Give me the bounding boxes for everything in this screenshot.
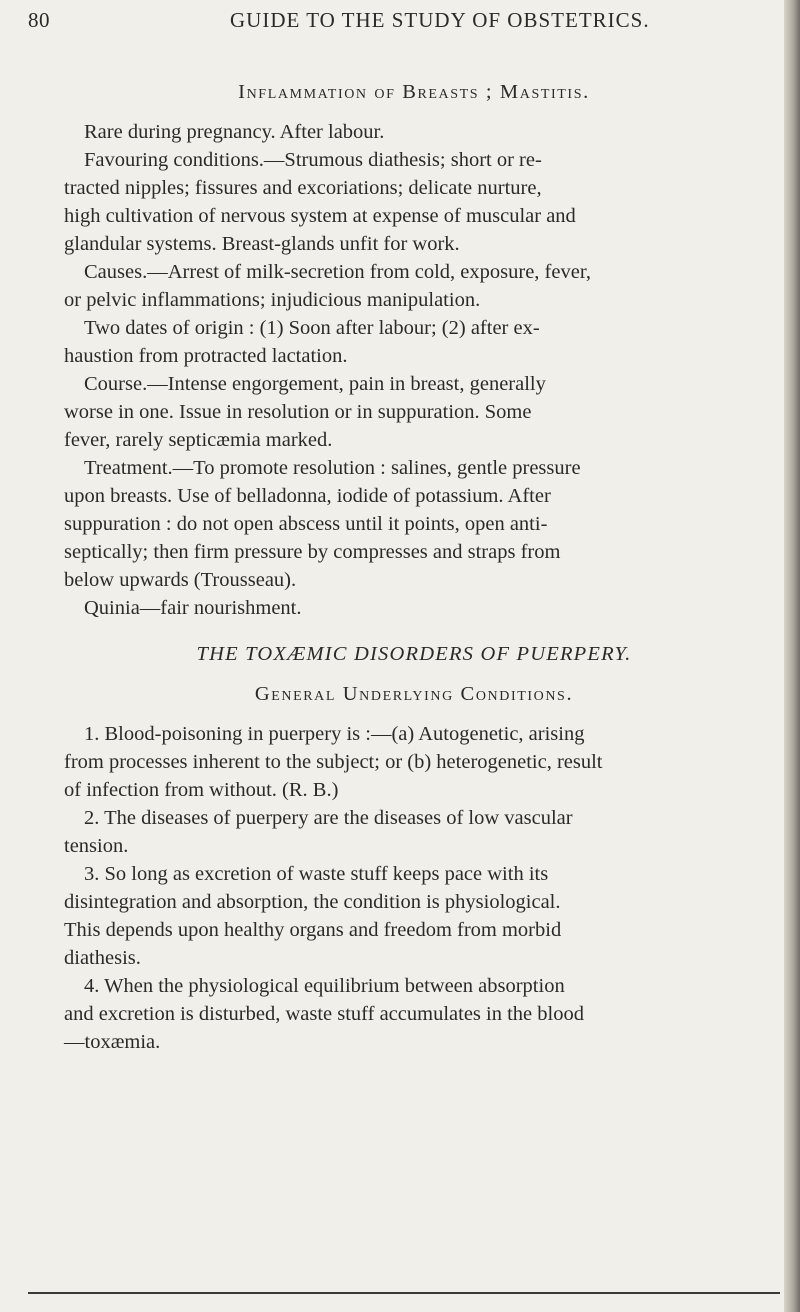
text-line: Favouring conditions.—Strumous diathesis; short or re-	[84, 149, 542, 171]
text-line: glandular systems. Breast-glands unfit for work.	[64, 233, 460, 255]
text-line: of infection from without. (R. B.)	[64, 779, 339, 801]
text-line: or pelvic inflammations; injudicious manipulation.	[64, 289, 481, 311]
text-line: 1. Blood-poisoning in puerpery is :—(a) Autogenetic, arising	[84, 723, 585, 745]
text-line: This depends upon healthy organs and freedom from morbid	[64, 919, 562, 941]
page-number: 80	[28, 8, 50, 32]
text-line: Treatment.—To promote resolution : salines, gentle pressure	[84, 457, 581, 479]
text-line: Rare during pregnancy. After labour.	[84, 121, 385, 143]
section-heading-toxaemic: THE TOXÆMIC DISORDERS OF PUERPERY.	[196, 643, 632, 665]
text-line: high cultivation of nervous system at expense of muscular and	[64, 205, 576, 227]
text-line: tracted nipples; fissures and excoriations; delicate nurture,	[64, 177, 542, 199]
running-head	[28, 8, 748, 38]
bottom-rule	[28, 1292, 780, 1294]
text-line: Quinia—fair nourishment.	[84, 597, 302, 619]
text-line: worse in one. Issue in resolution or in suppuration. Some	[64, 401, 532, 423]
text-line: septically; then firm pressure by compresses and straps from	[64, 541, 561, 563]
text-line: 3. So long as excretion of waste stuff keeps pace with its	[84, 863, 549, 885]
running-title: GUIDE TO THE STUDY OF OBSTETRICS.	[230, 8, 650, 32]
text-line: disintegration and absorption, the condition is physiological.	[64, 891, 561, 913]
text-line: 2. The diseases of puerpery are the diseases of low vascular	[84, 807, 573, 829]
subheading-conditions: General Underlying Conditions.	[254, 683, 574, 705]
text-line: tension.	[64, 835, 129, 857]
text-line: fever, rarely septicæmia marked.	[64, 429, 333, 451]
text-line: upon breasts. Use of belladonna, iodide of potassium. After	[64, 485, 551, 507]
text-line: suppuration : do not open abscess until it points, open anti-	[64, 513, 548, 535]
text-line: Two dates of origin : (1) Soon after labour; (2) after ex-	[84, 317, 540, 339]
text-line: 4. When the physiological equilibrium between absorption	[84, 975, 565, 997]
text-line: from processes inherent to the subject; or (b) heterogenetic, result	[64, 751, 603, 773]
text-line: Causes.—Arrest of milk-secretion from cold, exposure, fever,	[84, 261, 591, 283]
text-line: Course.—Intense engorgement, pain in breast, generally	[84, 373, 546, 395]
page-edge-shadow	[784, 0, 800, 1312]
text-line: below upwards (Trousseau).	[64, 569, 297, 591]
page-body	[64, 78, 744, 1056]
text-line: diathesis.	[64, 947, 141, 969]
text-line: haustion from protracted lactation.	[64, 345, 348, 367]
text-line: and excretion is disturbed, waste stuff accumulates in the blood	[64, 1003, 584, 1025]
text-line: —toxæmia.	[64, 1031, 161, 1053]
section-heading-mastitis: Inflammation of Breasts ; Mastitis.	[238, 81, 590, 103]
